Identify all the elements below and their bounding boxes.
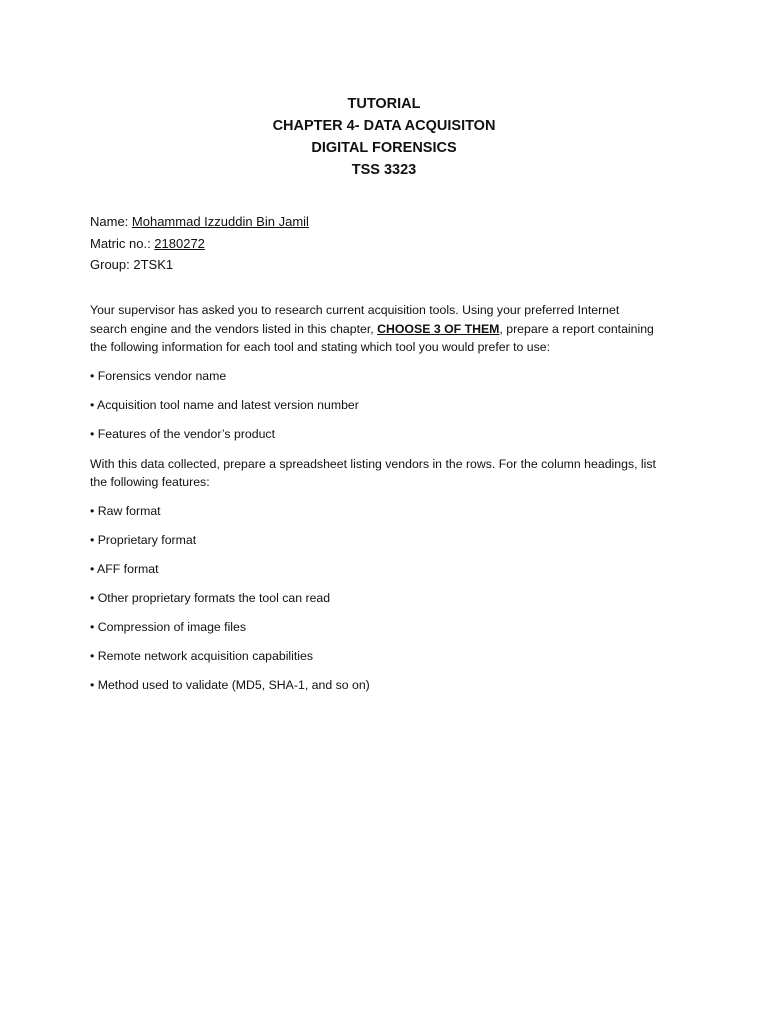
- choose-emphasis: CHOOSE 3 OF THEM: [377, 321, 500, 336]
- intro-line-1: Your supervisor has asked you to research current acquisition tools. Using your preferred Internet: [90, 303, 620, 317]
- report-item-features: • Features of the vendor’s product: [90, 427, 275, 441]
- student-info: [90, 211, 690, 276]
- name-label: Name:: [90, 214, 132, 229]
- feature-item-compression: • Compression of image files: [90, 620, 247, 634]
- intro-line-2-after: , prepare a report containing: [499, 321, 654, 336]
- intro-line-2: [90, 320, 690, 339]
- feature-item-raw: • Raw format: [90, 504, 161, 518]
- report-item-vendor: • Forensics vendor name: [90, 369, 227, 383]
- feature-item-proprietary: • Proprietary format: [90, 533, 197, 547]
- title-subject: DIGITAL FORENSICS: [311, 140, 457, 156]
- intro-line-2-before: search engine and the vendors listed in this chapter,: [90, 321, 378, 336]
- assignment-body: [90, 301, 690, 695]
- feature-item-remote: • Remote network acquisition capabilities: [90, 649, 314, 663]
- name-line: [90, 211, 690, 233]
- matric-label: Matric no.:: [90, 235, 155, 251]
- title-chapter: CHAPTER 4- DATA ACQUISITON: [272, 118, 496, 134]
- name-value: Mohammad Izzuddin Bin Jamil: [131, 214, 309, 229]
- feature-item-validation: • Method used to validate (MD5, SHA-1, and so on): [90, 678, 370, 692]
- feature-item-aff: • AFF format: [90, 562, 159, 576]
- title-tutorial: TUTORIAL: [347, 96, 421, 112]
- title-block: [0, 93, 768, 181]
- feature-item-other-formats: • Other proprietary formats the tool can read: [90, 591, 331, 605]
- matric-value: 2180272: [154, 235, 205, 251]
- group-line: Group: 2TSK1: [90, 257, 174, 272]
- spreadsheet-line-2: the following features:: [90, 475, 210, 489]
- spreadsheet-line-1: With this data collected, prepare a spreadsheet listing vendors in the rows. For the column headings, list: [90, 456, 656, 471]
- report-item-tool: • Acquisition tool name and latest version number: [90, 398, 359, 412]
- title-course-code: TSS 3323: [351, 162, 417, 178]
- intro-line-3: the following information for each tool and stating which tool you would prefer to use:: [90, 340, 551, 354]
- matric-line: [90, 233, 690, 255]
